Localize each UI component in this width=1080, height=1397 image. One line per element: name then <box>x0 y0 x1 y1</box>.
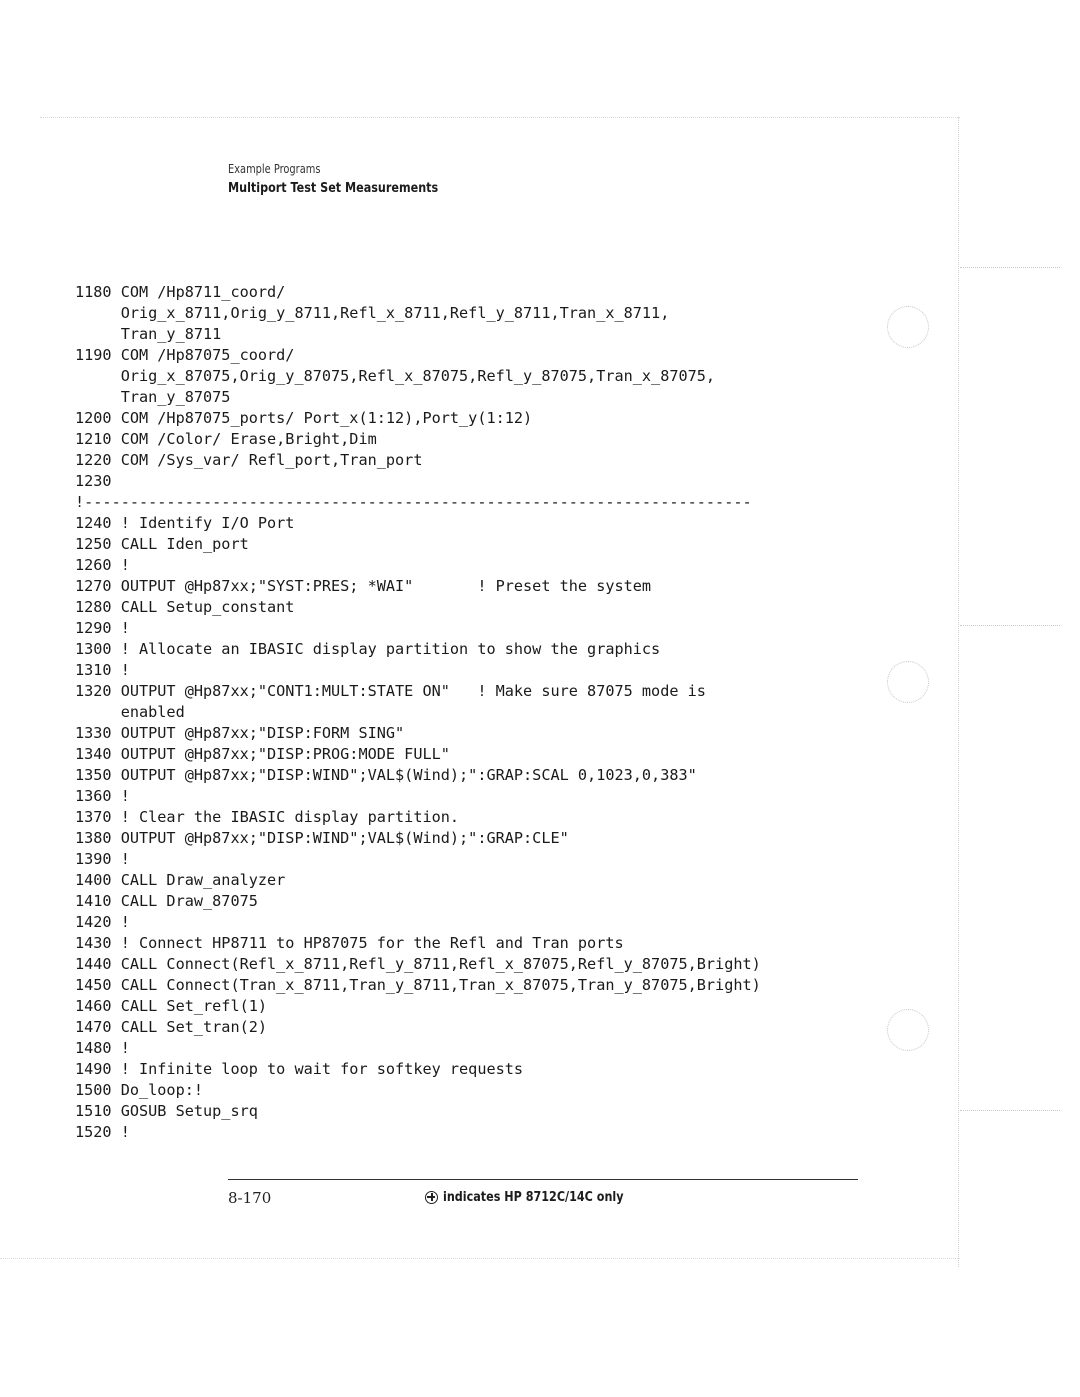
code-line: 1380 OUTPUT @Hp87xx;"DISP:WIND";VAL$(Wind);":GRAP:CLE" <box>75 829 569 847</box>
code-line: 1450 CALL Connect(Tran_x_8711,Tran_y_8711,Tran_x_87075,Tran_y_87075,Bright) <box>75 976 761 994</box>
punch-hole <box>887 306 929 348</box>
running-header <box>228 162 472 196</box>
clover-symbol-icon <box>425 1191 438 1204</box>
section-title: Multiport Test Set Measurements <box>228 181 439 196</box>
code-line: 1510 GOSUB Setup_srq <box>75 1102 258 1120</box>
code-line: 1200 COM /Hp87075_ports/ Port_x(1:12),Port_y(1:12) <box>75 409 533 427</box>
code-line: 1430 ! Connect HP8711 to HP87075 for the Refl and Tran ports <box>75 934 624 952</box>
code-line: 1300 ! Allocate an IBASIC display partition to show the graphics <box>75 640 661 658</box>
code-line: 1350 OUTPUT @Hp87xx;"DISP:WIND";VAL$(Wind);":GRAP:SCAL 0,1023,0,383" <box>75 766 697 784</box>
code-line: 1210 COM /Color/ Erase,Bright,Dim <box>75 430 377 448</box>
code-line: 1220 COM /Sys_var/ Refl_port,Tran_port <box>75 451 423 469</box>
code-line: !------------------------------------------------------------------------- <box>75 493 752 511</box>
code-line: 1360 ! <box>75 787 130 805</box>
page-number: 8-170 <box>228 1189 272 1207</box>
code-line: 1440 CALL Connect(Refl_x_8711,Refl_y_8711,Refl_x_87075,Refl_y_87075,Bright) <box>75 955 761 973</box>
tab-marker <box>960 625 1060 626</box>
code-line: 1410 CALL Draw_87075 <box>75 892 258 910</box>
scan-edge-top <box>40 117 960 118</box>
code-line: 1390 ! <box>75 850 130 868</box>
code-line: 1470 CALL Set_tran(2) <box>75 1018 268 1036</box>
code-line: 1330 OUTPUT @Hp87xx;"DISP:FORM SING" <box>75 724 405 742</box>
code-line: 1180 COM /Hp8711_coord/ <box>75 283 286 301</box>
code-line: Tran_y_8711 <box>75 325 222 343</box>
code-line: 1290 ! <box>75 619 130 637</box>
punch-hole <box>887 1009 929 1051</box>
footer-note <box>425 1190 653 1205</box>
code-line: 1230 <box>75 472 112 490</box>
footer-note-text: indicates HP 8712C/14C only <box>443 1190 624 1205</box>
tab-marker <box>960 1110 1060 1111</box>
section-name: Example Programs <box>228 162 321 176</box>
code-line: 1240 ! Identify I/O Port <box>75 514 295 532</box>
scan-edge-bottom <box>0 1258 960 1259</box>
code-line: 1400 CALL Draw_analyzer <box>75 871 286 889</box>
code-line: 1460 CALL Set_refl(1) <box>75 997 268 1015</box>
code-listing <box>75 282 761 1143</box>
footer-rule <box>228 1179 858 1180</box>
code-line: 1250 CALL Iden_port <box>75 535 249 553</box>
code-line: 1310 ! <box>75 661 130 679</box>
code-line: 1520 ! <box>75 1123 130 1141</box>
code-line: 1420 ! <box>75 913 130 931</box>
code-line: 1280 CALL Setup_constant <box>75 598 295 616</box>
code-line: Orig_x_87075,Orig_y_87075,Refl_x_87075,Refl_y_87075,Tran_x_87075, <box>75 367 716 385</box>
scan-edge-right <box>958 117 959 1267</box>
code-line: 1260 ! <box>75 556 130 574</box>
code-line: 1270 OUTPUT @Hp87xx;"SYST:PRES; *WAI" ! Preset the system <box>75 577 652 595</box>
code-line: Orig_x_8711,Orig_y_8711,Refl_x_8711,Refl_y_8711,Tran_x_8711, <box>75 304 670 322</box>
code-line: 1340 OUTPUT @Hp87xx;"DISP:PROG:MODE FULL" <box>75 745 450 763</box>
code-line: Tran_y_87075 <box>75 388 231 406</box>
code-line: 1370 ! Clear the IBASIC display partition. <box>75 808 460 826</box>
code-line: 1490 ! Infinite loop to wait for softkey requests <box>75 1060 524 1078</box>
punch-hole <box>887 661 929 703</box>
code-line: 1190 COM /Hp87075_coord/ <box>75 346 295 364</box>
tab-marker <box>960 267 1060 268</box>
code-line: 1480 ! <box>75 1039 130 1057</box>
code-line: enabled <box>75 703 185 721</box>
code-line: 1500 Do_loop:! <box>75 1081 204 1099</box>
code-line: 1320 OUTPUT @Hp87xx;"CONT1:MULT:STATE ON" ! Make sure 87075 mode is <box>75 682 706 700</box>
